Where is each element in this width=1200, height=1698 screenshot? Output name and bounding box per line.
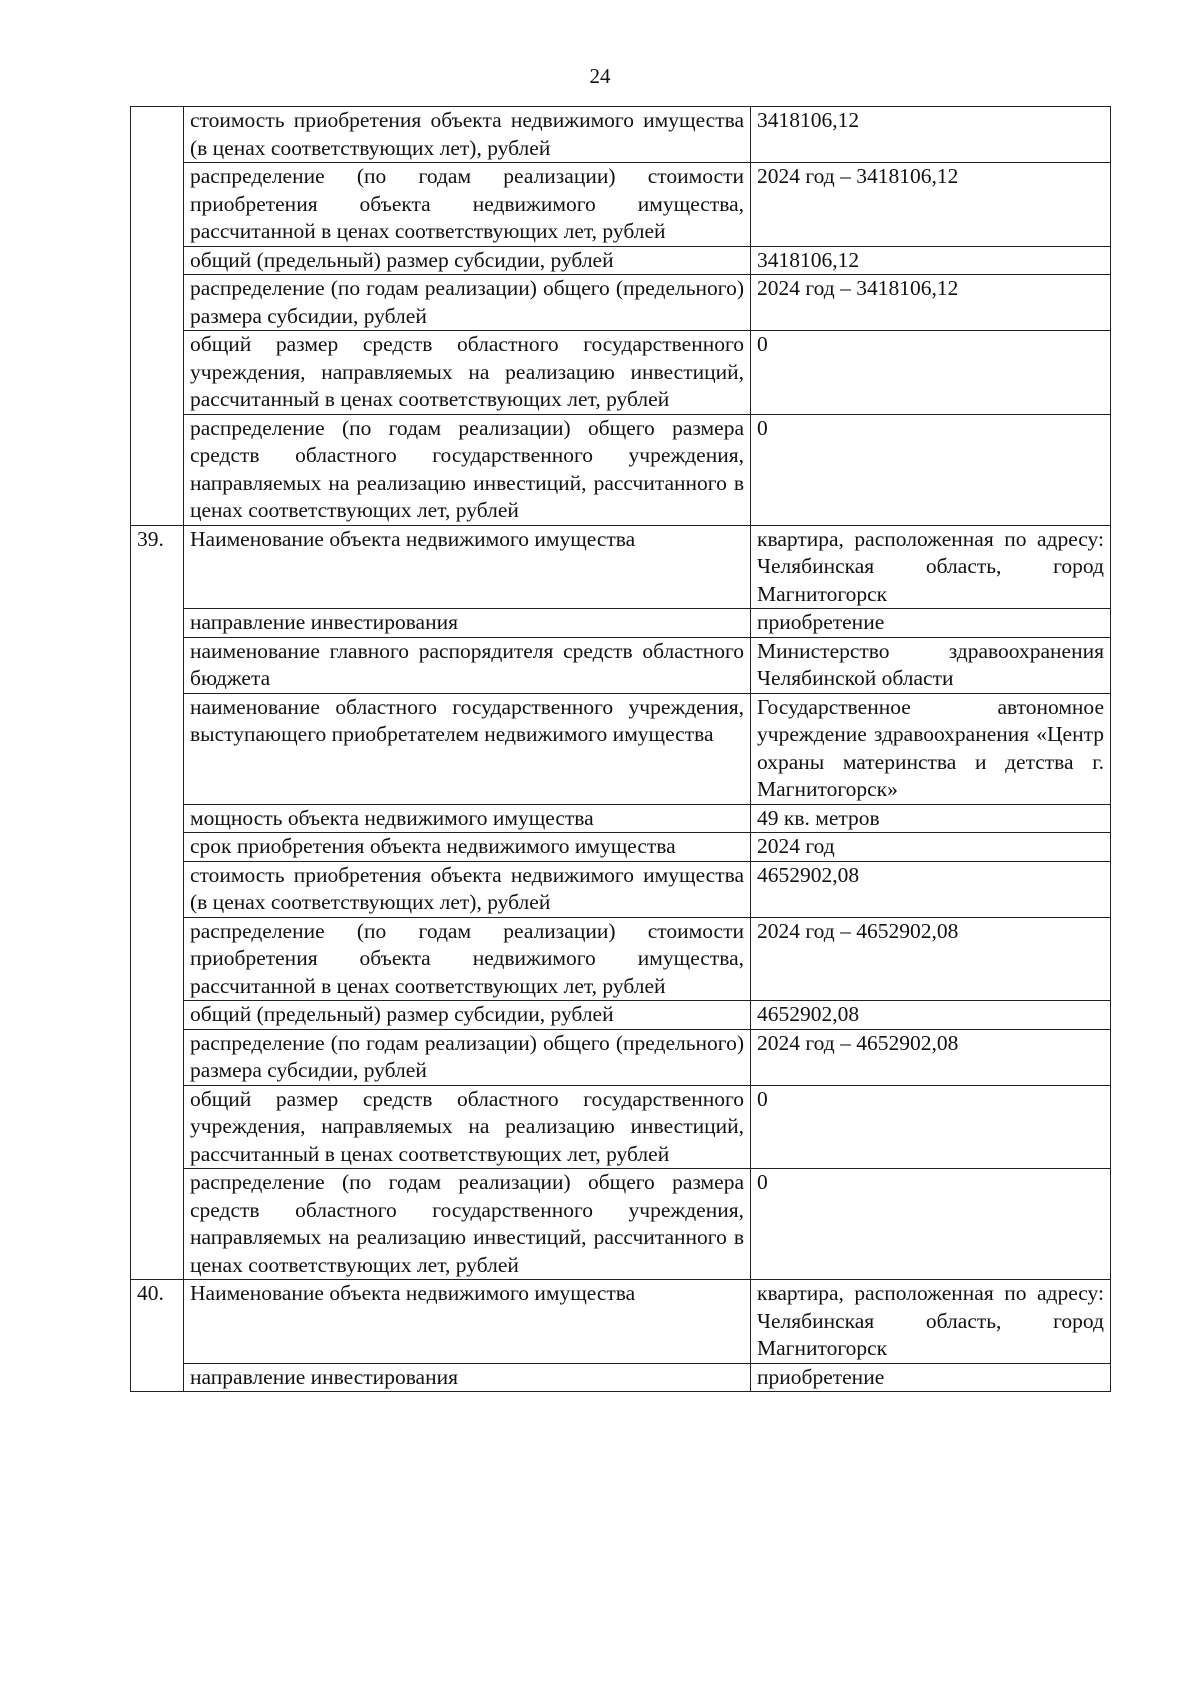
- row-value: приобретение: [751, 609, 1111, 638]
- row-number-cell: [131, 1029, 184, 1085]
- table-row: [131, 693, 1111, 804]
- row-number-cell: [131, 246, 184, 275]
- row-value: 2024 год: [751, 833, 1111, 862]
- row-number-cell: [131, 833, 184, 862]
- row-number-cell: [131, 693, 184, 804]
- row-number-cell: [131, 275, 184, 331]
- table-row: [131, 804, 1111, 833]
- row-label: направление инвестирования: [184, 1363, 751, 1392]
- row-number-cell: [131, 1280, 184, 1364]
- row-number-cell: [131, 1169, 184, 1280]
- row-label: общий размер средств областного государственного учреждения, направляемых на реализацию инвестиций, рассчитанный в ценах соответствующих лет, рублей: [184, 1085, 751, 1169]
- table-row: [131, 1029, 1111, 1085]
- row-number-cell: [131, 525, 184, 609]
- row-value: Государственное автономное учреждение здравоохранения «Центр охраны материнства и детства г. Магнитогорск»: [751, 693, 1111, 804]
- row-label: распределение (по годам реализации) общего размера средств областного государственного учреждения, направляемых на реализацию инвестиций, рассчитанного в ценах соответствующих лет, рублей: [184, 414, 751, 525]
- row-number-cell: [131, 1363, 184, 1392]
- row-number-cell: [131, 804, 184, 833]
- table-row: [131, 1363, 1111, 1392]
- row-label: стоимость приобретения объекта недвижимого имущества (в ценах соответствующих лет), рублей: [184, 107, 751, 163]
- row-number-cell: [131, 163, 184, 247]
- row-label: общий (предельный) размер субсидии, рублей: [184, 246, 751, 275]
- row-value: 0: [751, 1085, 1111, 1169]
- page-number: 24: [589, 64, 611, 88]
- row-value: Министерство здравоохранения Челябинской области: [751, 637, 1111, 693]
- row-label: мощность объекта недвижимого имущества: [184, 804, 751, 833]
- table-row: [131, 1169, 1111, 1280]
- row-label: распределение (по годам реализации) общего (предельного) размера субсидии, рублей: [184, 1029, 751, 1085]
- table-row: [131, 1280, 1111, 1364]
- table-row: [131, 609, 1111, 638]
- row-value: 4652902,08: [751, 1001, 1111, 1030]
- table-row: [131, 331, 1111, 415]
- row-label: направление инвестирования: [184, 609, 751, 638]
- row-label: общий размер средств областного государственного учреждения, направляемых на реализацию инвестиций, рассчитанный в ценах соответствующих лет, рублей: [184, 331, 751, 415]
- row-number-cell: [131, 917, 184, 1001]
- row-label: распределение (по годам реализации) стоимости приобретения объекта недвижимого имущества, рассчитанной в ценах соответствующих лет, рублей: [184, 163, 751, 247]
- row-number: 40.: [137, 1281, 164, 1305]
- row-value: 49 кв. метров: [751, 804, 1111, 833]
- table-row: [131, 414, 1111, 525]
- row-value: приобретение: [751, 1363, 1111, 1392]
- row-label: наименование главного распорядителя средств областного бюджета: [184, 637, 751, 693]
- row-value: 0: [751, 414, 1111, 525]
- row-number-cell: [131, 609, 184, 638]
- row-number-cell: [131, 861, 184, 917]
- row-label: стоимость приобретения объекта недвижимого имущества (в ценах соответствующих лет), рублей: [184, 861, 751, 917]
- row-value: 2024 год – 3418106,12: [751, 163, 1111, 247]
- table-body: [131, 107, 1111, 1392]
- row-label: наименование областного государственного учреждения, выступающего приобретателем недвижимого имущества: [184, 693, 751, 804]
- table-row: [131, 525, 1111, 609]
- table-row: [131, 246, 1111, 275]
- row-label: Наименование объекта недвижимого имущества: [184, 1280, 751, 1364]
- row-value: квартира, расположенная по адресу: Челябинская область, город Магнитогорск: [751, 525, 1111, 609]
- table-row: [131, 833, 1111, 862]
- row-number-cell: [131, 107, 184, 163]
- row-value: 2024 год – 3418106,12: [751, 275, 1111, 331]
- table-row: [131, 1085, 1111, 1169]
- row-label: общий (предельный) размер субсидии, рублей: [184, 1001, 751, 1030]
- row-value: 2024 год – 4652902,08: [751, 917, 1111, 1001]
- table-row: [131, 1001, 1111, 1030]
- table-row: [131, 861, 1111, 917]
- row-label: срок приобретения объекта недвижимого имущества: [184, 833, 751, 862]
- row-value: 0: [751, 1169, 1111, 1280]
- row-label: Наименование объекта недвижимого имущества: [184, 525, 751, 609]
- row-number-cell: [131, 1001, 184, 1030]
- table-row: [131, 107, 1111, 163]
- row-value: 3418106,12: [751, 107, 1111, 163]
- table-row: [131, 637, 1111, 693]
- row-value: 2024 год – 4652902,08: [751, 1029, 1111, 1085]
- row-value: 0: [751, 331, 1111, 415]
- row-label: распределение (по годам реализации) стоимости приобретения объекта недвижимого имущества, рассчитанной в ценах соответствующих лет, рублей: [184, 917, 751, 1001]
- row-value: 3418106,12: [751, 246, 1111, 275]
- row-number-cell: [131, 1085, 184, 1169]
- table-row: [131, 163, 1111, 247]
- row-number-cell: [131, 414, 184, 525]
- table-row: [131, 917, 1111, 1001]
- row-value: 4652902,08: [751, 861, 1111, 917]
- row-label: распределение (по годам реализации) общего (предельного) размера субсидии, рублей: [184, 275, 751, 331]
- row-number-cell: [131, 331, 184, 415]
- row-label: распределение (по годам реализации) общего размера средств областного государственного учреждения, направляемых на реализацию инвестиций, рассчитанного в ценах соответствующих лет, рублей: [184, 1169, 751, 1280]
- row-number: 39.: [137, 526, 164, 551]
- table-row: [131, 275, 1111, 331]
- row-number-cell: [131, 637, 184, 693]
- investment-table: [130, 106, 1111, 1392]
- row-value: квартира, расположенная по адресу: Челябинская область, город Магнитогорск: [751, 1280, 1111, 1364]
